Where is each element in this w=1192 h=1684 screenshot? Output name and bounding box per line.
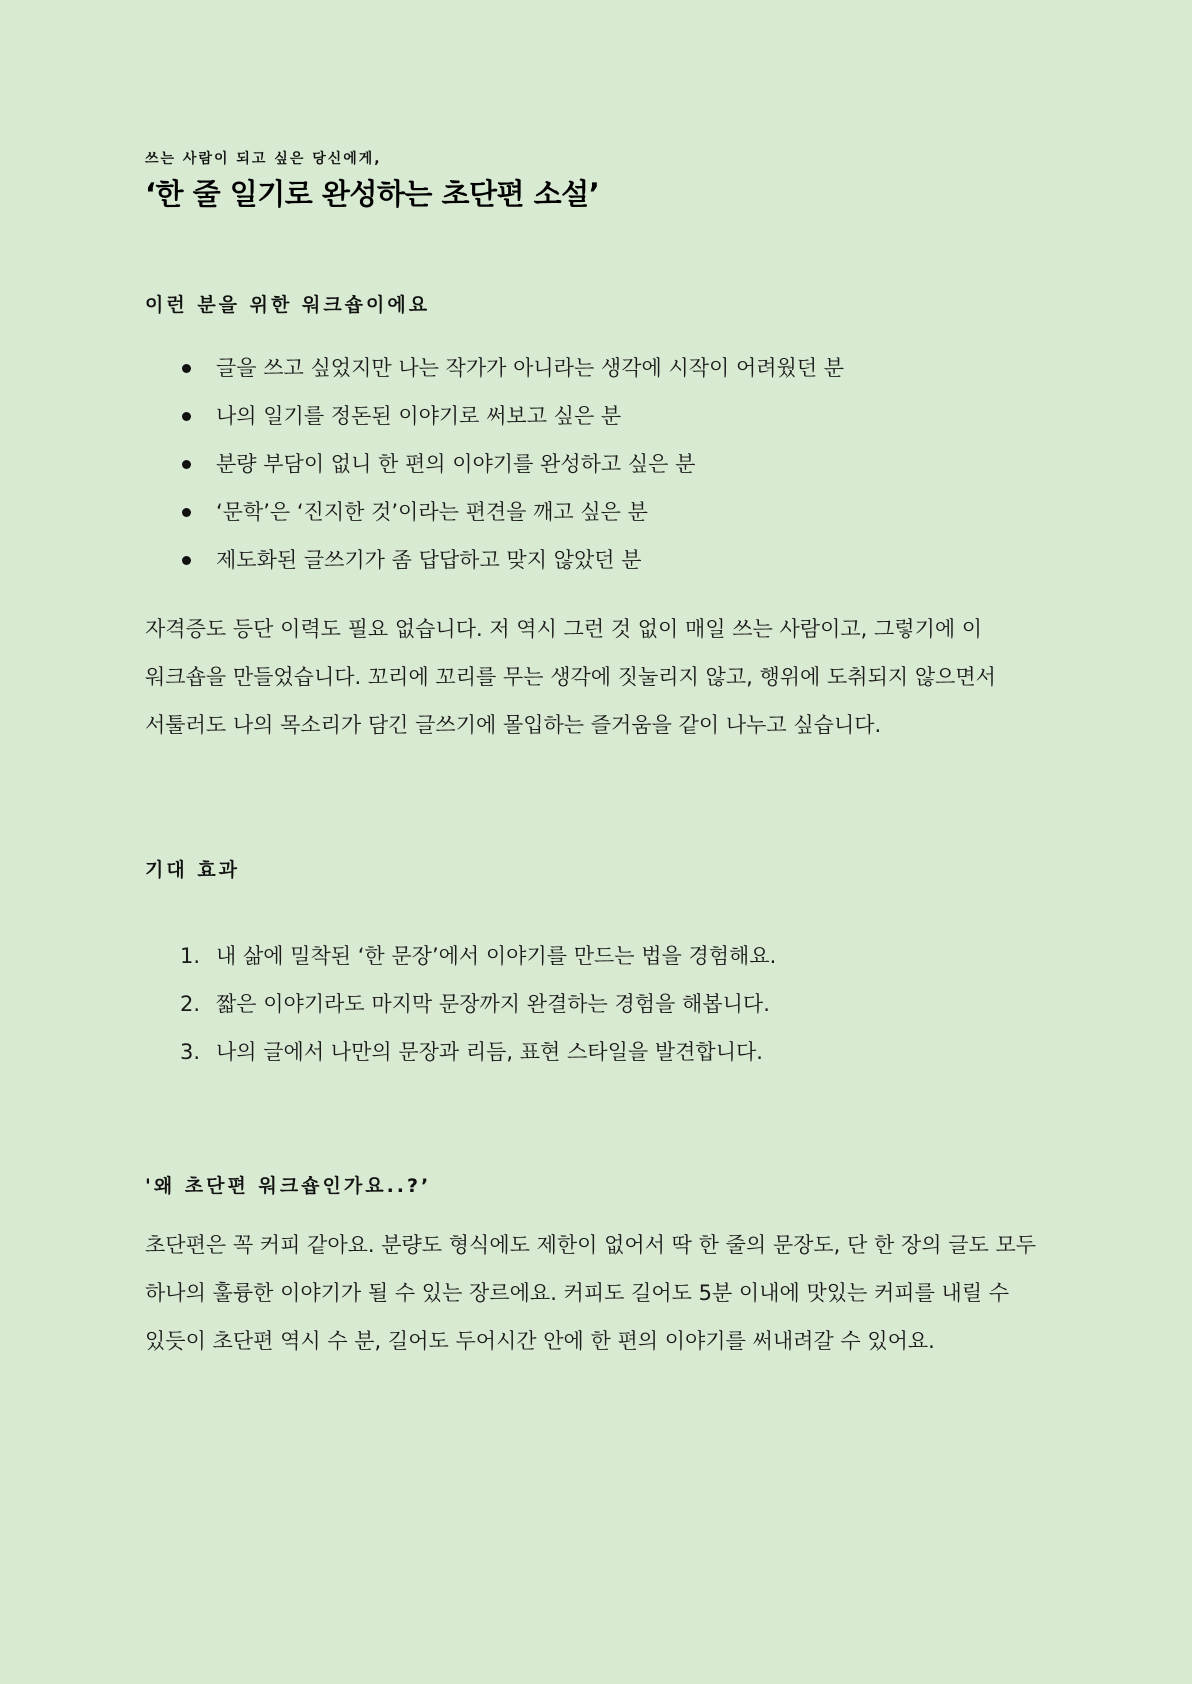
list-item (180, 398, 844, 446)
list-item (180, 542, 844, 590)
bullet-icon (182, 508, 191, 517)
paragraph-line: 초단편은 꼭 커피 같아요. 분량도 형식에도 제한이 없어서 딱 한 줄의 문장도, 단 한 장의 글도 모두 (145, 1233, 1037, 1257)
effects-heading: 기대 효과 (145, 859, 241, 881)
list-number: 3. (180, 1040, 201, 1064)
paragraph-line: 서툴러도 나의 목소리가 담긴 글쓰기에 몰입하는 즐거움을 같이 나누고 싶습니다. (145, 713, 882, 737)
effects-list (180, 938, 776, 1082)
bullet-icon (182, 556, 191, 565)
list-item-text: 나의 글에서 나만의 문장과 리듬, 표현 스타일을 발견합니다. (216, 1040, 763, 1064)
list-item-text: 짧은 이야기라도 마지막 문장까지 완결하는 경험을 해봅니다. (216, 992, 770, 1016)
list-item (180, 938, 776, 986)
why-heading: '왜 초단편 워크숍인가요..?’ (145, 1175, 432, 1197)
list-item-text: 나의 일기를 정돈된 이야기로 써보고 싶은 분 (216, 404, 622, 428)
list-item (180, 446, 844, 494)
paragraph-line: 있듯이 초단편 역시 수 분, 길어도 두어시간 안에 한 편의 이야기를 써내려갈 수 있어요. (145, 1329, 935, 1353)
bullet-icon (182, 460, 191, 469)
list-item (180, 986, 776, 1034)
intro-paragraph (145, 611, 1045, 755)
why-paragraph (145, 1227, 1045, 1371)
page-title: ‘한 줄 일기로 완성하는 초단편 소설’ (145, 177, 600, 211)
list-item-text: 제도화된 글쓰기가 좀 답답하고 맞지 않았던 분 (216, 548, 642, 572)
bullet-icon (182, 412, 191, 421)
bullet-icon (182, 364, 191, 373)
list-item (180, 350, 844, 398)
kicker-text: 쓰는 사람이 되고 싶은 당신에게, (145, 151, 382, 167)
list-item-text: ‘문학’은 ‘진지한 것’이라는 편견을 깨고 싶은 분 (216, 500, 648, 524)
list-number: 2. (180, 992, 201, 1016)
list-item-text: 분량 부담이 없니 한 편의 이야기를 완성하고 싶은 분 (216, 452, 696, 476)
list-item-text: 내 삶에 밀착된 ‘한 문장’에서 이야기를 만드는 법을 경험해요. (216, 944, 777, 968)
audience-heading: 이런 분을 위한 워크숍이에요 (145, 294, 431, 316)
list-item (180, 494, 844, 542)
list-item-text: 글을 쓰고 싶었지만 나는 작가가 아니라는 생각에 시작이 어려웠던 분 (216, 356, 845, 380)
list-item (180, 1034, 776, 1082)
audience-list (180, 350, 844, 590)
paragraph-line: 워크숍을 만들었습니다. 꼬리에 꼬리를 무는 생각에 짓눌리지 않고, 행위에 도취되지 않으면서 (145, 665, 996, 689)
paragraph-line: 하나의 훌륭한 이야기가 될 수 있는 장르에요. 커피도 길어도 5분 이내에 맛있는 커피를 내릴 수 (145, 1281, 1010, 1305)
list-number: 1. (180, 944, 201, 968)
paragraph-line: 자격증도 등단 이력도 필요 없습니다. 저 역시 그런 것 없이 매일 쓰는 사람이고, 그렇기에 이 (145, 617, 983, 641)
